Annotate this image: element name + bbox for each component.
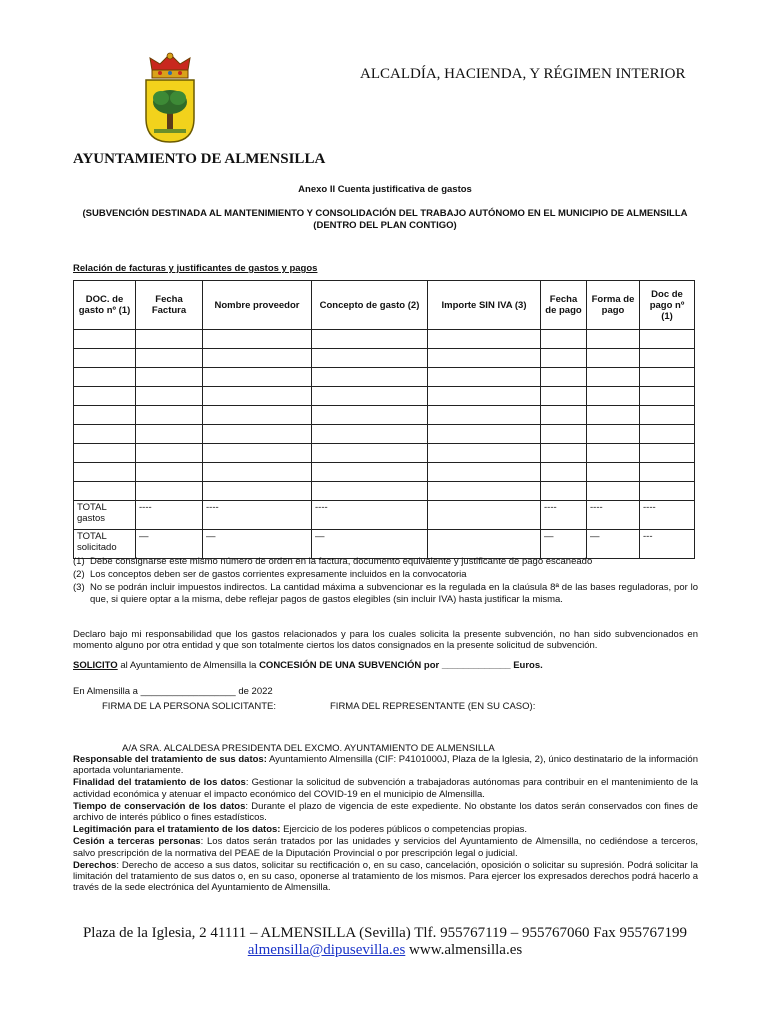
- privacy-label: Tiempo de conservación de los datos: [73, 800, 246, 812]
- table-cell[interactable]: [74, 368, 136, 387]
- col-header-doc-gasto: DOC. de gasto nº (1): [74, 281, 136, 330]
- table-cell[interactable]: ----: [136, 501, 203, 530]
- table-cell[interactable]: [74, 349, 136, 368]
- amount-field[interactable]: por _____________ Euros.: [421, 660, 543, 671]
- table-cell[interactable]: [136, 387, 203, 406]
- privacy-label: Derechos: [73, 859, 117, 871]
- table-cell[interactable]: [203, 425, 312, 444]
- table-row: [74, 463, 695, 482]
- col-header-doc-pago: Doc de pago nº (1): [640, 281, 695, 330]
- table-cell[interactable]: [428, 330, 541, 349]
- table-cell[interactable]: [428, 463, 541, 482]
- table-cell[interactable]: —: [587, 530, 640, 559]
- municipality-name: AYUNTAMIENTO DE ALMENSILLA: [73, 151, 326, 167]
- table-cell[interactable]: [428, 482, 541, 501]
- privacy-text: : Los datos serán tratados por las unidades y servicios del Ayuntamiento de Almensilla, no cediéndose a terceros, salvo prescripción de la normativa del PEAE de la Diputación Provincial o por prescripción legal o judicial.: [73, 836, 699, 859]
- privacy-item: [73, 860, 698, 894]
- table-cell[interactable]: [312, 463, 428, 482]
- table-cell[interactable]: [587, 406, 640, 425]
- privacy-label: Finalidad del tratamiento de los datos: [73, 777, 246, 789]
- table-cell[interactable]: [541, 330, 587, 349]
- table-cell[interactable]: [136, 349, 203, 368]
- table-cell[interactable]: [203, 387, 312, 406]
- col-header-concepto: Concepto de gasto (2): [312, 281, 428, 330]
- table-cell[interactable]: [587, 463, 640, 482]
- table-cell[interactable]: [312, 387, 428, 406]
- footnote-item: [73, 556, 698, 568]
- table-cell[interactable]: [74, 387, 136, 406]
- table-cell[interactable]: [74, 463, 136, 482]
- table-cell[interactable]: [312, 406, 428, 425]
- table-cell[interactable]: ---: [640, 530, 695, 559]
- table-cell[interactable]: [541, 463, 587, 482]
- col-header-fecha-factura: Fecha Factura: [136, 281, 203, 330]
- crown-icon: [150, 53, 190, 78]
- table-cell[interactable]: [136, 368, 203, 387]
- footnote-text: No se podrán incluir impuestos indirectos. La cantidad máxima a subvencionar es la regulada en la claúsula 8ª de las bases reguladoras, por lo que, si quiere optar a la misma, debe reflejar pagos de gastos elegibles (sin incluir IVA) hasta justificar la misma.: [90, 582, 698, 605]
- footnote-text: Debe consignarse este mismo número de orden en la factura, documento equivalente y justificante de pago escaneado: [90, 556, 593, 567]
- table-cell[interactable]: [428, 349, 541, 368]
- representative-signature-label: FIRMA DEL REPRESENTANTE (EN SU CASO):: [330, 701, 536, 712]
- expenses-table: [73, 280, 695, 559]
- table-cell[interactable]: —: [312, 530, 428, 559]
- table-cell[interactable]: [428, 501, 541, 530]
- table-cell[interactable]: [428, 387, 541, 406]
- table-cell[interactable]: [136, 425, 203, 444]
- applicant-signature-label: FIRMA DE LA PERSONA SOLICITANTE:: [102, 701, 277, 712]
- footnotes: [73, 556, 698, 607]
- footer-contact: [0, 942, 770, 959]
- table-cell[interactable]: ----: [587, 501, 640, 530]
- privacy-item: [73, 801, 698, 823]
- request-mid-text: al Ayuntamiento de Almensilla la: [117, 660, 260, 671]
- table-row: [74, 349, 695, 368]
- table-cell[interactable]: [640, 368, 695, 387]
- table-cell[interactable]: [541, 368, 587, 387]
- table-cell[interactable]: [541, 406, 587, 425]
- table-cell[interactable]: [640, 482, 695, 501]
- table-cell[interactable]: [428, 368, 541, 387]
- table-row: [74, 444, 695, 463]
- privacy-label: Legitimación para el tratamiento de los datos:: [73, 824, 281, 836]
- department-title: ALCALDÍA, HACIENDA, Y RÉGIMEN INTERIOR: [360, 66, 686, 82]
- table-cell[interactable]: —: [203, 530, 312, 559]
- table-cell[interactable]: [136, 463, 203, 482]
- table-cell[interactable]: —: [136, 530, 203, 559]
- table-cell[interactable]: [312, 425, 428, 444]
- table-cell[interactable]: [203, 482, 312, 501]
- table-cell[interactable]: [587, 425, 640, 444]
- table-header-row: [74, 281, 695, 330]
- table-cell[interactable]: [428, 425, 541, 444]
- col-header-nombre-proveedor: Nombre proveedor: [203, 281, 312, 330]
- table-cell[interactable]: ----: [640, 501, 695, 530]
- table-cell[interactable]: [136, 482, 203, 501]
- table-cell[interactable]: [203, 349, 312, 368]
- table-cell[interactable]: [428, 406, 541, 425]
- table-cell[interactable]: [587, 482, 640, 501]
- municipal-crest-logo: [140, 52, 200, 144]
- table-cell[interactable]: [587, 444, 640, 463]
- table-cell[interactable]: [74, 482, 136, 501]
- table-cell[interactable]: [203, 406, 312, 425]
- footnote-text: Los conceptos deben ser de gastos corrientes expresamente incluidos en la convocatoria: [90, 569, 467, 580]
- privacy-text: : Durante el plazo de vigencia de este expediente. No obstante los datos serán conservados con fines de archivo de interés público o fines estadísticos.: [73, 800, 698, 824]
- addressee: A/A SRA. ALCALDESA PRESIDENTA DEL EXCMO. AYUNTAMIENTO DE ALMENSILLA: [122, 743, 495, 754]
- table-cell[interactable]: [587, 349, 640, 368]
- table-cell[interactable]: [587, 330, 640, 349]
- footer-email-link[interactable]: almensilla@dipusevilla.es: [247, 942, 406, 958]
- table-cell[interactable]: [74, 444, 136, 463]
- total-gastos-row: [74, 501, 695, 530]
- place-date-field[interactable]: En Almensilla a __________________ de 2022: [73, 686, 273, 697]
- table-cell[interactable]: [541, 387, 587, 406]
- privacy-text: Ejercicio de los poderes públicos o competencias propias.: [280, 824, 528, 836]
- request-line: [73, 660, 543, 671]
- privacy-item: [73, 836, 698, 858]
- table-cell[interactable]: [640, 444, 695, 463]
- privacy-label: Cesión a terceras personas: [73, 836, 201, 848]
- table-cell[interactable]: [74, 406, 136, 425]
- table-cell[interactable]: [136, 444, 203, 463]
- table-cell[interactable]: ----: [203, 501, 312, 530]
- table-cell[interactable]: [428, 530, 541, 559]
- annex-title: Anexo II Cuenta justificativa de gastos: [298, 184, 472, 195]
- table-heading: Relación de facturas y justificantes de gastos y pagos: [73, 263, 318, 274]
- table-row: [74, 406, 695, 425]
- table-cell[interactable]: [541, 482, 587, 501]
- table-cell[interactable]: [428, 444, 541, 463]
- table-cell[interactable]: [312, 368, 428, 387]
- solicito-label: SOLICITO: [73, 660, 118, 671]
- table-cell[interactable]: [203, 463, 312, 482]
- privacy-label: Responsable del tratamiento de sus datos:: [73, 754, 267, 765]
- footnote-number: (2): [73, 569, 85, 580]
- privacy-text: : Gestionar la solicitud de subvención a trabajadoras autónomas para contribuir en el mantenimiento de la actividad económica y atenuar el impacto económico del COVID-19 en el municipio de Almensilla.: [73, 777, 698, 800]
- table-cell[interactable]: [312, 444, 428, 463]
- table-row: [74, 330, 695, 349]
- table-cell[interactable]: [640, 387, 695, 406]
- table-cell[interactable]: [541, 425, 587, 444]
- declaration-text: Declaro bajo mi responsabilidad que los gastos relacionados y para los cuales solicita la presente subvención, no han sido subvencionados en momento alguno por otra entidad y que son totalmente ciertos los datos consignados en la presente solicitud de subvención.: [73, 629, 698, 651]
- table-cell[interactable]: [203, 368, 312, 387]
- privacy-item: [73, 754, 698, 776]
- privacy-item: [73, 777, 698, 799]
- footnote-number: (3): [73, 582, 85, 593]
- table-cell[interactable]: [541, 444, 587, 463]
- privacy-text: : Derecho de acceso a sus datos, solicitar su rectificación o, en su caso, cancelación, oposición o solicitar su supresión. Podrá solicitar la limitación del tratamiento de sus datos o, en su caso, oponerse al tratamiento de los mismos. Para ejercer los expresados derechos podrá hacerlo a través de la sede electrónica del Ayuntamiento de Almensilla.: [73, 859, 698, 894]
- total-gastos-label: TOTAL gastos: [74, 501, 136, 530]
- col-header-importe: Importe SIN IVA (3): [428, 281, 541, 330]
- table-cell[interactable]: —: [541, 530, 587, 559]
- table-cell[interactable]: [136, 406, 203, 425]
- table-cell[interactable]: [640, 425, 695, 444]
- table-cell[interactable]: [640, 349, 695, 368]
- table-cell[interactable]: [203, 330, 312, 349]
- table-cell[interactable]: [74, 425, 136, 444]
- table-cell[interactable]: [312, 349, 428, 368]
- footer-website[interactable]: www.almensilla.es: [409, 942, 523, 958]
- table-cell[interactable]: ----: [312, 501, 428, 530]
- subvention-title: (SUBVENCIÓN DESTINADA AL MANTENIMIENTO Y CONSOLIDACIÓN DEL TRABAJO AUTÓNOMO EN EL MUNICIPIO DE ALMENSILLA (DENTRO DEL PLAN CONTIGO): [82, 208, 688, 231]
- table-cell[interactable]: [587, 387, 640, 406]
- col-header-fecha-pago: Fecha de pago: [541, 281, 587, 330]
- table-cell[interactable]: [312, 330, 428, 349]
- table-cell[interactable]: [587, 368, 640, 387]
- total-solicitado-row: [74, 530, 695, 559]
- table-cell[interactable]: [640, 463, 695, 482]
- table-cell[interactable]: ----: [541, 501, 587, 530]
- table-cell[interactable]: [203, 444, 312, 463]
- concesion-label: CONCESIÓN DE UNA SUBVENCIÓN: [259, 660, 422, 671]
- privacy-text: Ayuntamiento Almensilla (CIF: P4101000J, Plaza de la Iglesia, 2), único destinatario de la información aportada voluntariamente.: [73, 754, 698, 777]
- table-cell[interactable]: [74, 330, 136, 349]
- col-header-forma-pago: Forma de pago: [587, 281, 640, 330]
- table-cell[interactable]: [136, 330, 203, 349]
- table-cell[interactable]: [541, 349, 587, 368]
- footnote-item: [73, 569, 698, 581]
- table-row: [74, 482, 695, 501]
- table-cell[interactable]: [640, 330, 695, 349]
- footnote-number: (1): [73, 556, 85, 567]
- table-row: [74, 425, 695, 444]
- table-cell[interactable]: [640, 406, 695, 425]
- footer-address: Plaza de la Iglesia, 2 41111 – ALMENSILLA (Sevilla) Tlf. 955767119 – 955767060 Fax 955767199: [82, 925, 688, 941]
- privacy-item: [73, 824, 698, 835]
- footnote-item: [73, 582, 698, 606]
- table-row: [74, 368, 695, 387]
- table-cell[interactable]: [312, 482, 428, 501]
- privacy-notice: [73, 754, 698, 894]
- table-row: [74, 387, 695, 406]
- total-solicitado-label: TOTAL solicitado: [74, 530, 136, 559]
